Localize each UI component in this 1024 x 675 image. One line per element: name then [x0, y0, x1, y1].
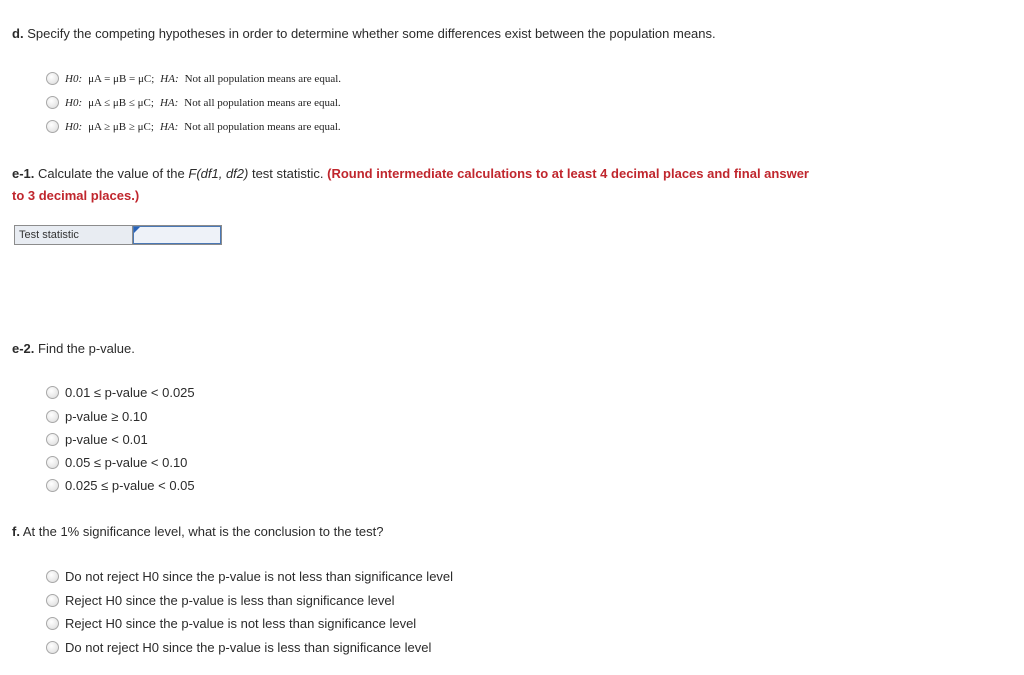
hypothesis-text: Not all population means are equal.: [184, 96, 341, 109]
question-e1-text-after: test statistic.: [251, 166, 324, 181]
rounding-instruction: (Round intermediate calculations to at least 4 decimal places and final answer: [327, 166, 809, 181]
pvalue-option-5[interactable]: [46, 478, 195, 493]
radio-button[interactable]: [46, 386, 59, 399]
question-f-label: f.: [12, 524, 20, 539]
radio-button[interactable]: [46, 617, 59, 630]
hypothesis-option-1[interactable]: [46, 72, 341, 85]
hypothesis-ha: HA:: [159, 96, 179, 109]
question-e2-text: Find the p-value.: [38, 341, 135, 356]
pvalue-option-text: 0.025 ≤ p-value < 0.05: [65, 478, 195, 493]
test-statistic-input[interactable]: [133, 226, 221, 244]
radio-button[interactable]: [46, 570, 59, 583]
radio-button[interactable]: [46, 641, 59, 654]
conclusion-option-text: Do not reject H0 since the p-value is less than significance level: [65, 640, 432, 655]
hypothesis-relation: μA ≤ μB ≤ μC;: [88, 96, 154, 109]
pvalue-option-text: p-value ≥ 0.10: [65, 409, 148, 424]
conclusion-option-4[interactable]: [46, 640, 431, 655]
conclusion-option-2[interactable]: [46, 593, 395, 608]
hypothesis-h0: H0:: [65, 120, 83, 133]
question-f: [12, 524, 383, 539]
conclusion-option-text: Reject H0 since the p-value is not less than significance level: [65, 616, 417, 631]
question-e2: [12, 341, 135, 356]
question-d: [12, 26, 716, 41]
radio-button[interactable]: [46, 479, 59, 492]
question-f-text: At the 1% significance level, what is the conclusion to the test?: [22, 524, 384, 539]
pvalue-option-text: p-value < 0.01: [65, 432, 148, 447]
question-e2-label: e-2.: [12, 341, 35, 356]
pvalue-option-2[interactable]: [46, 409, 147, 424]
conclusion-option-1[interactable]: [46, 569, 453, 584]
conclusion-option-text: Reject H0 since the p-value is less than significance level: [65, 593, 395, 608]
radio-button[interactable]: [46, 594, 59, 607]
hypothesis-relation: μA = μB = μC;: [88, 72, 155, 85]
radio-button[interactable]: [46, 120, 59, 133]
pvalue-option-4[interactable]: [46, 455, 187, 470]
pvalue-option-3[interactable]: [46, 432, 148, 447]
conclusion-option-text: Do not reject H0 since the p-value is not less than significance level: [65, 569, 454, 584]
radio-button[interactable]: [46, 72, 59, 85]
radio-button[interactable]: [46, 433, 59, 446]
hypothesis-text: Not all population means are equal.: [184, 72, 342, 85]
f-statistic-symbol: F(df1, df2): [188, 166, 249, 181]
question-e1: [12, 166, 809, 181]
hypothesis-h0: H0:: [65, 72, 83, 85]
question-d-label: d.: [12, 26, 24, 41]
test-statistic-label: Test statistic: [15, 226, 133, 244]
hypothesis-relation: μA ≥ μB ≥ μC;: [88, 120, 154, 133]
hypothesis-option-3[interactable]: [46, 120, 341, 133]
pvalue-option-text: 0.05 ≤ p-value < 0.10: [65, 455, 188, 470]
test-statistic-table: [14, 225, 222, 245]
radio-button[interactable]: [46, 96, 59, 109]
question-e1-text: Calculate the value of the: [38, 166, 185, 181]
question-d-text: Specify the competing hypotheses in order to determine whether some differences exist between the population means.: [27, 26, 716, 41]
conclusion-option-3[interactable]: [46, 616, 416, 631]
hypothesis-ha: HA:: [159, 120, 179, 133]
pvalue-option-text: 0.01 ≤ p-value < 0.025: [65, 385, 195, 400]
hypothesis-text: Not all population means are equal.: [184, 120, 341, 133]
question-e1-label: e-1.: [12, 166, 35, 181]
hypothesis-option-2[interactable]: [46, 96, 341, 109]
hypothesis-h0: H0:: [65, 96, 83, 109]
hypothesis-ha: HA:: [160, 72, 179, 85]
radio-button[interactable]: [46, 410, 59, 423]
rounding-instruction-cont: to 3 decimal places.): [12, 188, 140, 203]
pvalue-option-1[interactable]: [46, 385, 195, 400]
radio-button[interactable]: [46, 456, 59, 469]
